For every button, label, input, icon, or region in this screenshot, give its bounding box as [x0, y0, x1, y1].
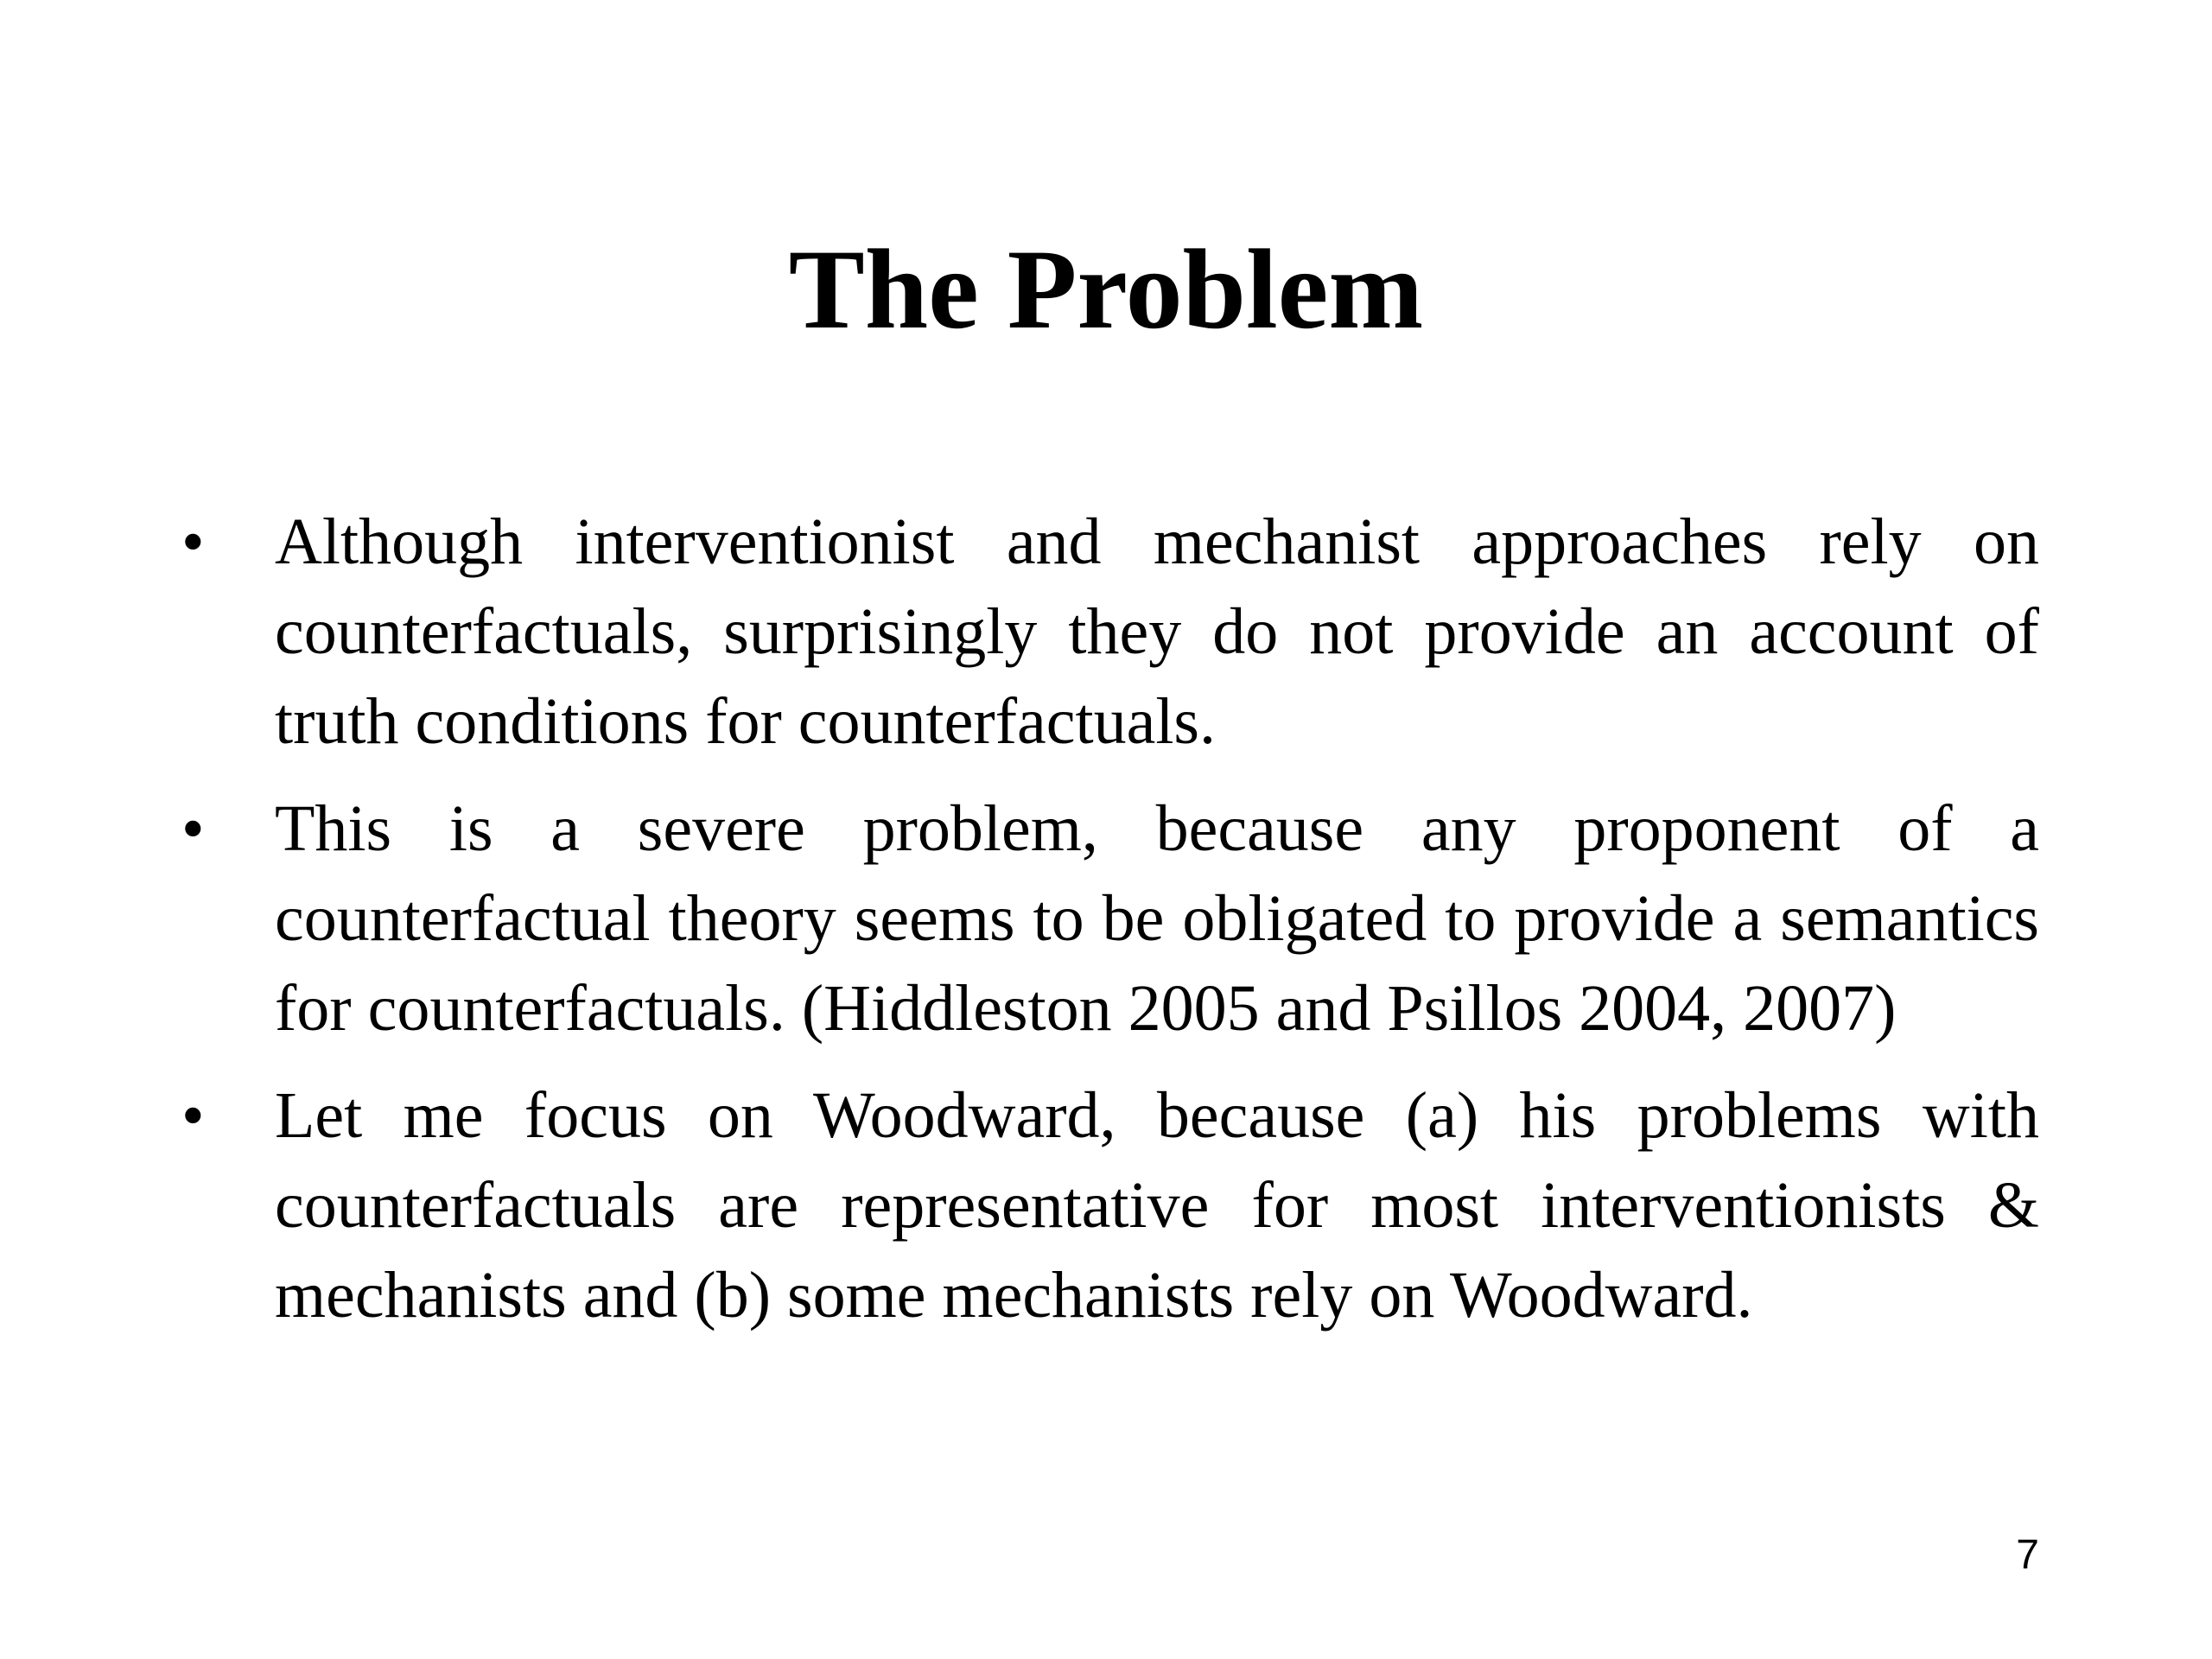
bullet-item: [181, 784, 2039, 1053]
bullet-text: Let me focus on Woodward, because (a) his problems with counterfactuals are representative for most interventionists & mechanists and (b) some mechanists rely on Woodward.: [275, 1079, 2039, 1332]
bullet-marker: •: [181, 1079, 205, 1152]
bullet-item: [181, 1071, 2039, 1340]
bullet-marker: •: [181, 792, 205, 865]
bullet-item: [181, 497, 2039, 766]
bullet-text: This is a severe problem, because any proponent of a counterfactual theory seems to be obligated to provide a semantics for counterfactuals. (Hiddleston 2005 and Psillos 2004, 2007): [275, 792, 2039, 1045]
bullet-marker: •: [181, 505, 205, 578]
bullet-text: Although interventionist and mechanist approaches rely on counterfactuals, surprisingly they do not provide an account of truth conditions for counterfactuals.: [275, 505, 2039, 758]
slide-title: The Problem: [788, 226, 1424, 353]
bullet-list: [181, 497, 2039, 1357]
page-number: 7: [2016, 1532, 2039, 1578]
